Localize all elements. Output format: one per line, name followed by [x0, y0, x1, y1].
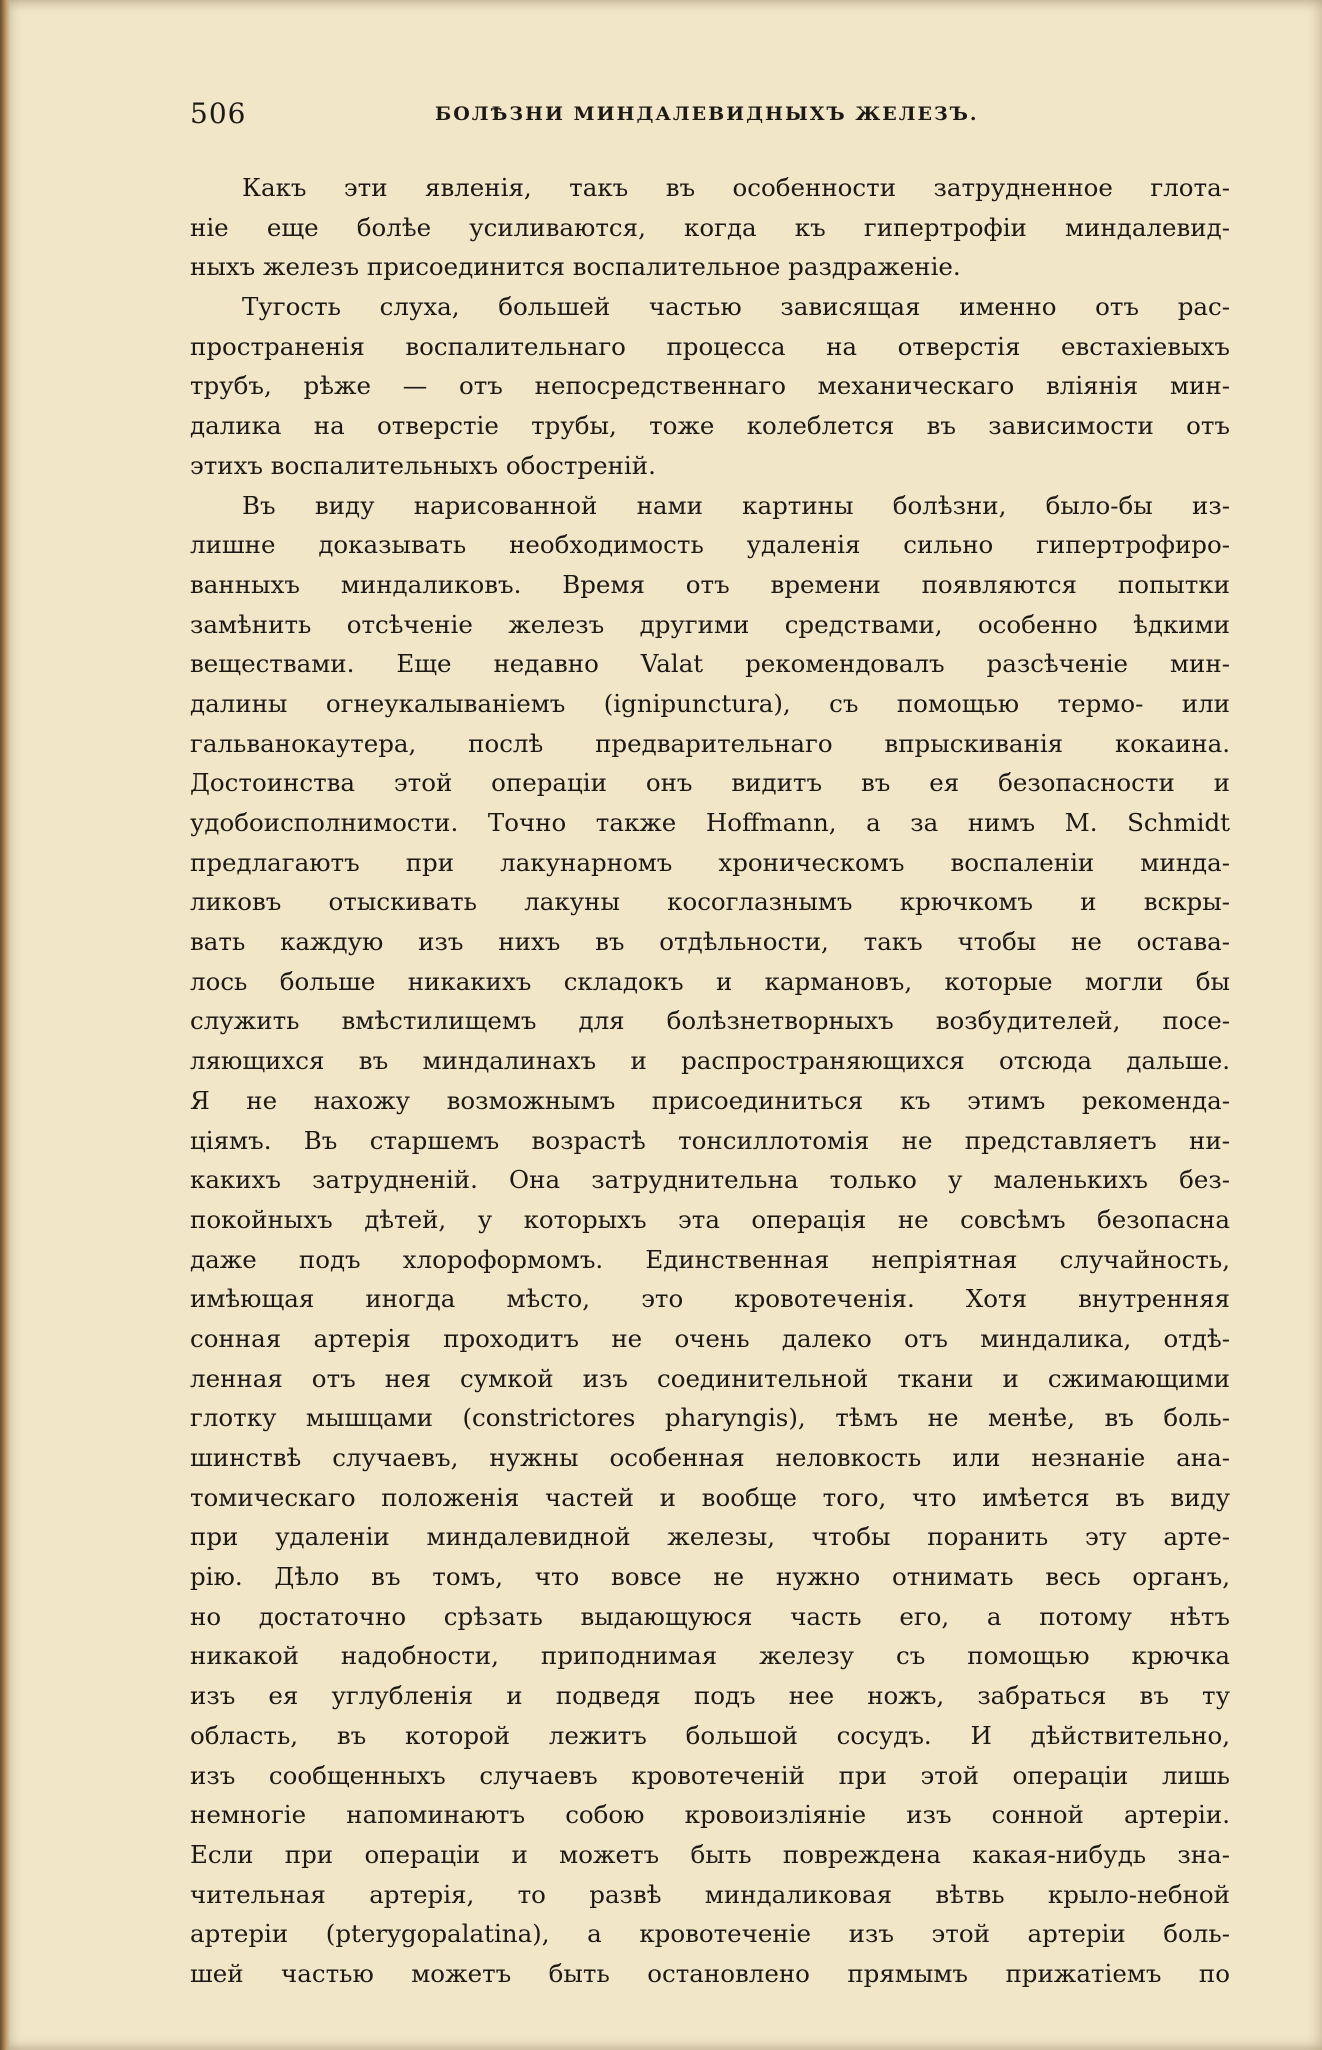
text-line: замѣнить отсѣченіе железъ другими средствами, особенно ѣдкими	[190, 609, 1230, 639]
text-line: покойныхъ дѣтей, у которыхъ эта операція не совсѣмъ безопасна	[190, 1204, 1230, 1234]
text-line: Достоинства этой операціи онъ видитъ въ ея безопасности и	[190, 768, 1230, 798]
text-line: шинствѣ случаевъ, нужны особенная неловкость или незнаніе ана-	[190, 1443, 1230, 1472]
text-line: лось больше никакихъ складокъ и кармановъ, которые могли бы	[190, 966, 1230, 996]
text-line: даже подъ хлороформомъ. Единственная непріятная случайность,	[190, 1244, 1230, 1274]
text-line: томическаго положенія частей и вообще того, что имѣется въ виду	[190, 1482, 1230, 1512]
text-line: немногіе напоминаютъ собою кровоизліяніе изъ сонной артеріи.	[190, 1800, 1230, 1830]
text-line: никакой надобности, приподнимая железу съ помощью крючка	[190, 1641, 1230, 1671]
text-line: какихъ затрудненій. Она затруднительна только у маленькихъ без-	[190, 1165, 1230, 1195]
running-title: БОЛѢЗНИ МИНДАЛЕВИДНЫХЪ ЖЕЛЕЗЪ.	[435, 103, 979, 125]
text-line: ляющихся въ миндалинахъ и распространяющихся отсюда дальше.	[190, 1046, 1230, 1076]
text-line: Я не нахожу возможнымъ присоединиться къ этимъ рекоменда-	[190, 1085, 1230, 1115]
text-line: изъ сообщенныхъ случаевъ кровотеченій при этой операціи лишь	[190, 1760, 1230, 1790]
text-line: далины огнеукалываніемъ (ignipunctura), съ помощью термо- или	[190, 688, 1230, 718]
text-line: предлагаютъ при лакунарномъ хроническомъ воспаленіи минда-	[190, 847, 1230, 877]
text-line: чительная артерія, то развѣ миндаликовая вѣтвь крыло-небной	[190, 1879, 1230, 1909]
text-line: трубъ, рѣже — отъ непосредственнаго механическаго вліянія мин-	[190, 371, 1230, 401]
text-line: ванныхъ миндаликовъ. Время отъ времени появляются попытки	[190, 569, 1230, 599]
text-line: веществами. Еще недавно Valat рекомендовалъ разсѣченіе мин-	[190, 649, 1230, 679]
text-line: лишне доказывать необходимость удаленія сильно гипертрофиро-	[190, 530, 1230, 560]
text-line: имѣющая иногда мѣсто, это кровотеченія. Хотя внутренняя	[190, 1284, 1230, 1314]
text-line: Тугость слуха, большей частью зависящая именно отъ рас-	[242, 292, 1230, 322]
text-line: изъ ея углубленія и подведя подъ нее ножъ, забраться въ ту	[190, 1681, 1230, 1711]
text-line: служить вмѣстилищемъ для болѣзнетворныхъ возбудителей, посе-	[190, 1006, 1230, 1036]
text-line: пространенія воспалительнаго процесса на отверстія евстахіевыхъ	[190, 331, 1230, 361]
text-line: артеріи (pterygopalatina), а кровотеченіе изъ этой артеріи боль-	[190, 1919, 1230, 1949]
text-line: Какъ эти явленія, такъ въ особенности затрудненное глота-	[242, 173, 1230, 202]
text-line: далика на отверстіе трубы, тоже колеблется въ зависимости отъ	[190, 411, 1230, 441]
text-line: область, въ которой лежитъ большой сосудъ. И дѣйствительно,	[190, 1720, 1230, 1750]
text-line: Если при операціи и можетъ быть повреждена какая-нибудь зна-	[190, 1839, 1230, 1869]
page-binding-edge	[0, 0, 10, 2050]
text-line: этихъ воспалительныхъ обостреній.	[190, 450, 656, 480]
text-line: но достаточно срѣзать выдающуюся часть его, а потому нѣтъ	[190, 1601, 1230, 1631]
text-line: сонная артерія проходитъ не очень далеко отъ миндалика, отдѣ-	[190, 1323, 1230, 1353]
body-text	[190, 168, 1230, 1994]
text-line: ціямъ. Въ старшемъ возрастѣ тонсиллотомія не представляетъ ни-	[190, 1125, 1230, 1155]
text-line: гальванокаутера, послѣ предварительнаго впрыскиванія кокаина.	[190, 728, 1230, 758]
page-header	[190, 97, 1230, 137]
text-line: при удаленіи миндалевидной железы, чтобы поранить эту арте-	[190, 1522, 1230, 1552]
text-line: ніе еще болѣе усиливаются, когда къ гипертрофіи миндалевид-	[190, 212, 1230, 242]
text-line: ленная отъ нея сумкой изъ соединительной ткани и сжимающими	[190, 1363, 1230, 1393]
page-number: 506	[190, 97, 247, 130]
text-line: Въ виду нарисованной нами картины болѣзни, было-бы из-	[242, 490, 1230, 520]
text-line: шей частью можетъ быть остановлено прямымъ прижатіемъ по	[190, 1958, 1230, 1988]
text-line: рію. Дѣло въ томъ, что вовсе не нужно отнимать весь органъ,	[190, 1562, 1230, 1592]
text-line: глотку мышцами (constrictores pharyngis), тѣмъ не менѣе, въ боль-	[190, 1403, 1230, 1433]
text-line: ликовъ отыскивать лакуны косоглазнымъ крючкомъ и вскры-	[190, 887, 1230, 917]
text-line: удобоисполнимости. Точно также Hoffmann, а за нимъ M. Schmidt	[190, 808, 1230, 837]
text-line: ныхъ железъ присоединится воспалительное раздраженіе.	[190, 252, 961, 282]
text-line: вать каждую изъ нихъ въ отдѣльности, такъ чтобы не остава-	[190, 927, 1230, 957]
